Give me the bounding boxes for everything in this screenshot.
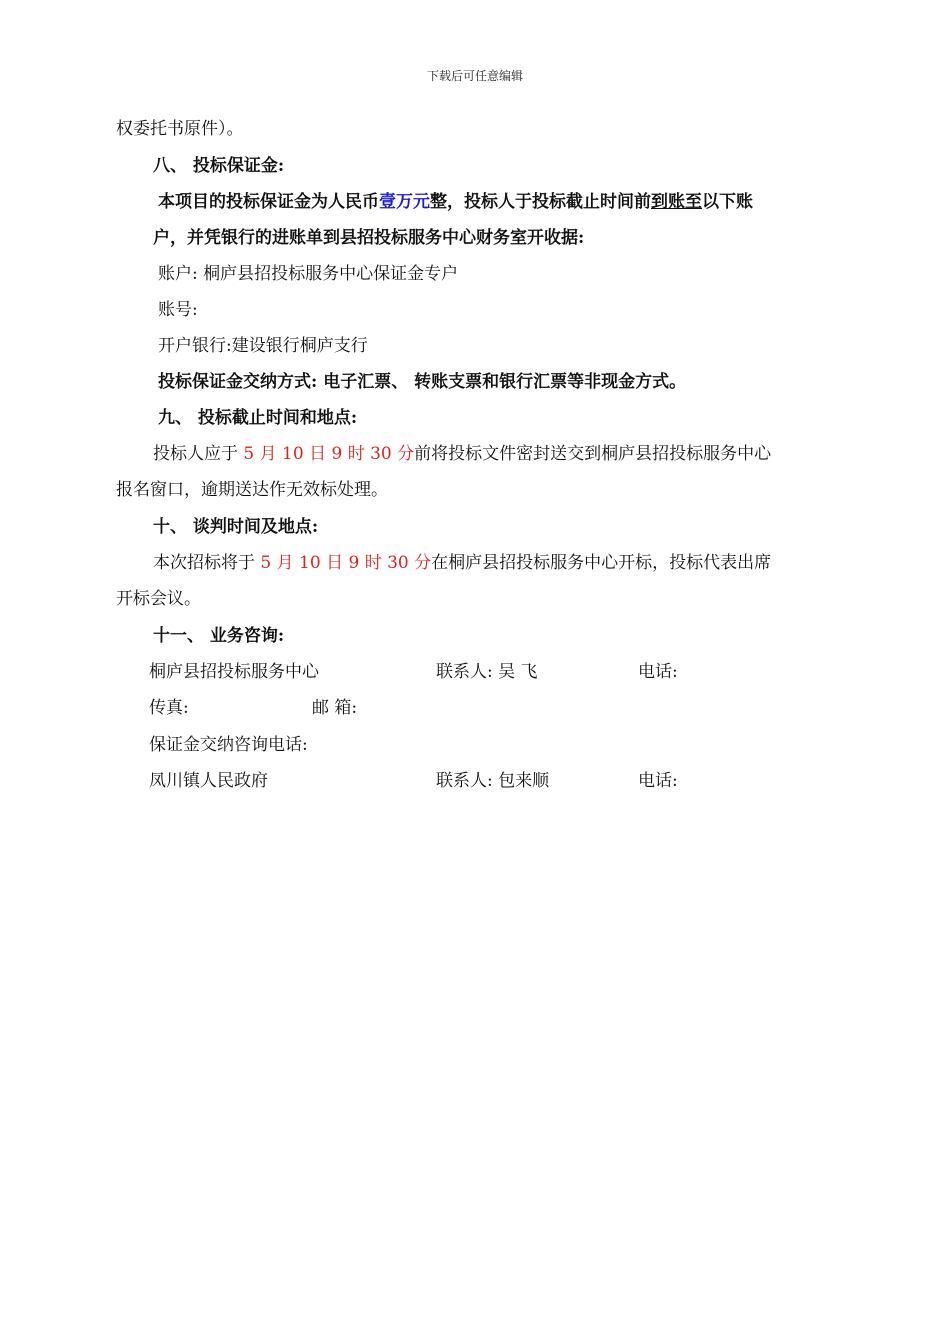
section-10-line-1: [153, 552, 771, 574]
section-10-line-2: 开标会议。: [116, 589, 201, 609]
text-run: 整，投标人于投标截止时间前: [430, 192, 651, 212]
section-9-heading: 九、 投标截止时间和地点:: [158, 408, 358, 428]
section-11-heading: 十一、 业务咨询:: [153, 626, 285, 646]
contact-person-2: 联系人: 包来顺: [436, 771, 550, 791]
underlined-text: 到账至: [651, 192, 702, 212]
text-run: 在桐庐县招投标服务中心开标，投标代表出席: [431, 553, 772, 573]
section-8-paragraph-line-2: 户，并凭银行的进账单到县招投标服务中心财务室开收据:: [153, 228, 585, 248]
contact-person-1: 联系人: 吴 飞: [436, 662, 538, 682]
section-10-heading: 十、 谈判时间及地点:: [153, 517, 319, 537]
fax-label: 传真:: [149, 698, 189, 718]
text-run: 本次招标将于: [153, 553, 261, 573]
section-9-line-1: [153, 443, 771, 465]
opening-bank: 开户银行:建设银行桐庐支行: [158, 336, 368, 356]
text-run: 投标人应于: [153, 444, 244, 464]
deadline-time: 5 月 10 日 9 时 30 分: [243, 444, 415, 464]
contact-org-1: 桐庐县招投标服务中心: [149, 662, 319, 682]
section-8-heading: 八、 投标保证金:: [153, 156, 285, 176]
text-run: 以下账: [702, 192, 753, 212]
text-run: 本项目的投标保证金为人民币: [158, 192, 379, 212]
deposit-amount: 壹万元: [379, 192, 430, 212]
text-run: 前将投标文件密封送交到桐庐县招投标服务中心: [414, 444, 772, 464]
section-9-line-2: 报名窗口，逾期送达作无效标处理。: [116, 480, 388, 500]
mailbox-label: 邮 箱:: [312, 698, 358, 718]
deposit-inquiry-phone: 保证金交纳咨询电话:: [149, 735, 308, 755]
account-name: 账户: 桐庐县招投标服务中心保证金专户: [158, 264, 459, 284]
payment-method: 投标保证金交纳方式: 电子汇票、 转账支票和银行汇票等非现金方式。: [158, 372, 687, 392]
section-8-paragraph-line-1: [158, 191, 753, 213]
contact-phone-1: 电话:: [638, 662, 678, 682]
account-number: 账号:: [158, 300, 198, 320]
contact-phone-2: 电话:: [638, 771, 678, 791]
page-header-note: 下载后可任意编辑: [426, 69, 523, 83]
opening-time: 5 月 10 日 9 时 30 分: [260, 553, 432, 573]
contact-org-2: 凤川镇人民政府: [149, 771, 268, 791]
previous-paragraph-tail: 权委托书原件）。: [116, 119, 244, 139]
